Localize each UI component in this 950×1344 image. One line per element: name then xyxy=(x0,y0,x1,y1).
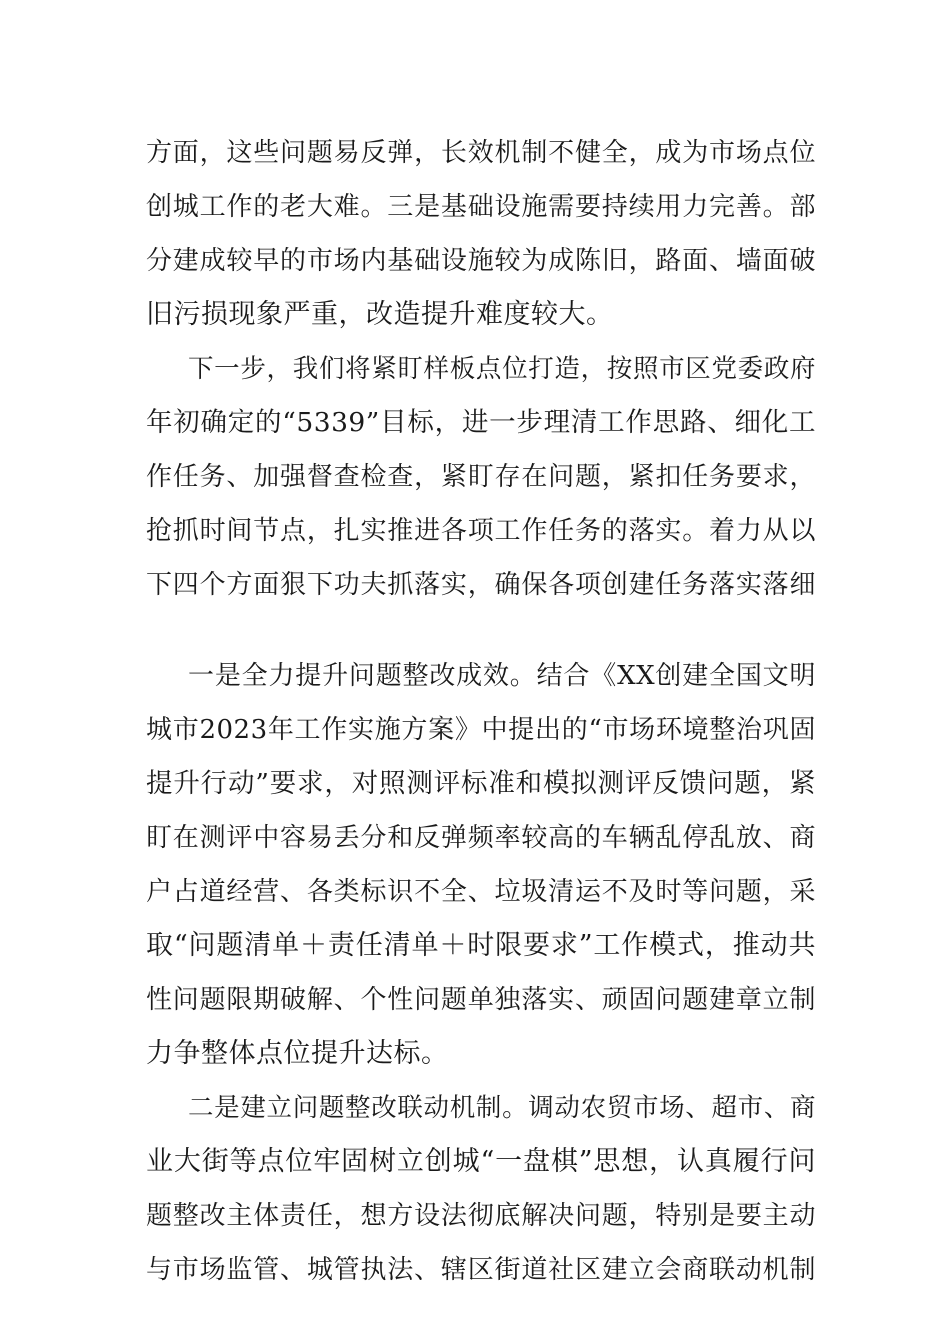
text-line: 城市2023年工作实施方案》中提出的“市场环境整治巩固 xyxy=(146,715,816,745)
text-line: 取“问题清单＋责任清单＋时限要求”工作模式，推动共 xyxy=(146,930,816,961)
text-line: 分建成较早的市场内基础设施较为成陈旧，路面、墙面破 xyxy=(146,246,816,276)
text-line: 下四个方面狠下功夫抓落实，确保各项创建任务落实落细 xyxy=(146,570,816,600)
text-line: 盯在测评中容易丢分和反弹频率较高的车辆乱停乱放、商 xyxy=(146,823,816,853)
text-line: 下一步，我们将紧盯样板点位打造，按照市区党委政府 xyxy=(188,354,816,384)
text-line: 年初确定的“5339”目标，进一步理清工作思路、细化工 xyxy=(146,407,816,438)
text-line: 题整改主体责任，想方设法彻底解决问题，特别是要主动 xyxy=(146,1201,816,1231)
text-line: 一是全力提升问题整改成效。结合《XX创建全国文明 xyxy=(188,661,816,691)
text-line: 二是建立问题整改联动机制。调动农贸市场、超市、商 xyxy=(188,1093,816,1123)
text-line: 提升行动”要求，对照测评标准和模拟测评反馈问题，紧 xyxy=(146,768,816,799)
text-line: 力争整体点位提升达标。 xyxy=(146,1038,449,1069)
text-line: 性问题限期破解、个性问题单独落实、顽固问题建章立制 xyxy=(146,985,816,1015)
text-line: 抢抓时间节点，扎实推进各项工作任务的落实。着力从以 xyxy=(146,516,816,546)
text-line: 旧污损现象严重，改造提升难度较大。 xyxy=(146,299,614,330)
text-line: 创城工作的老大难。三是基础设施需要持续用力完善。部 xyxy=(146,192,816,222)
text-line: 与市场监管、城管执法、辖区街道社区建立会商联动机制 xyxy=(146,1255,816,1285)
text-line: 方面，这些问题易反弹，长效机制不健全，成为市场点位 xyxy=(146,138,816,168)
text-line: 业大街等点位牢固树立创城“一盘棋”思想，认真履行问 xyxy=(146,1146,816,1177)
text-line: 户占道经营、各类标识不全、垃圾清运不及时等问题，采 xyxy=(146,877,816,907)
text-line: 作任务、加强督查检查，紧盯存在问题，紧扣任务要求， xyxy=(146,462,816,492)
